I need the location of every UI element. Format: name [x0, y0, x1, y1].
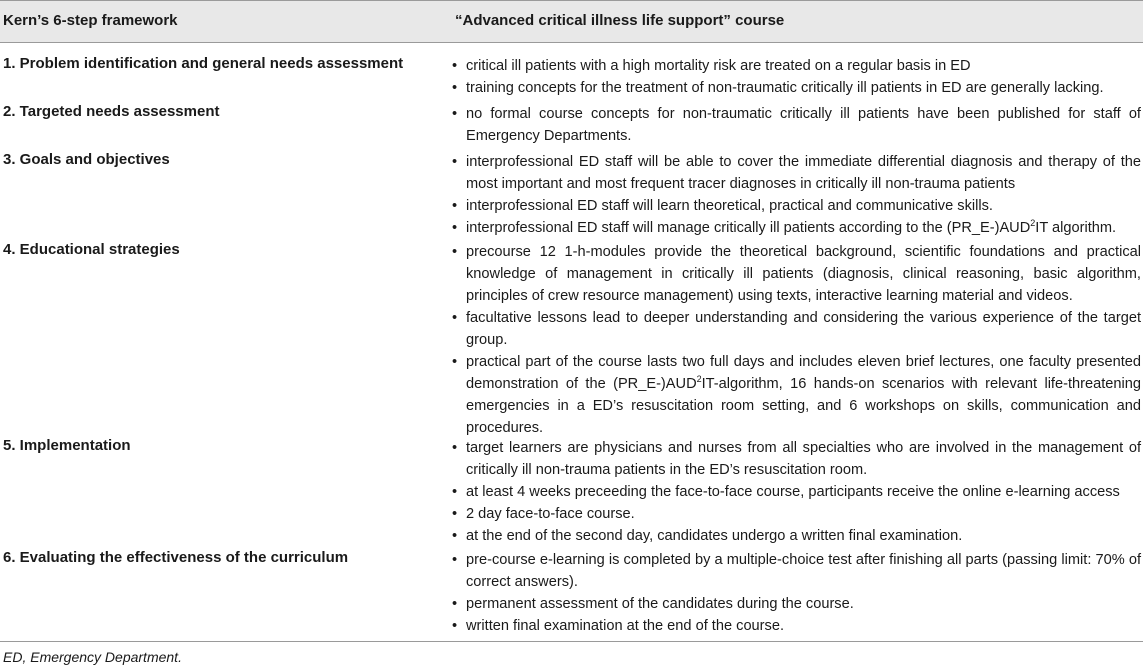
item-list: [447, 437, 1141, 547]
item-list: [447, 55, 1141, 99]
list-item: • no formal course concepts for non-traumatic critically ill patients have been published for staff of Emergency Departments.: [447, 103, 1141, 147]
item-list: [447, 151, 1141, 239]
list-item: • permanent assessment of the candidates during the course.: [447, 593, 1141, 615]
step-label: 2. Targeted needs assessment: [3, 103, 220, 120]
step-label: 6. Evaluating the effectiveness of the curriculum: [3, 549, 349, 566]
list-item: • written final examination at the end of the course.: [447, 615, 1141, 637]
item-list: [447, 549, 1141, 637]
list-item: • target learners are physicians and nurses from all specialties who are involved in the management of critically ill non-trauma patients in the ED’s resuscitation room.: [447, 437, 1141, 481]
table-header: [0, 0, 1143, 43]
list-item: • facultative lessons lead to deeper understanding and considering the various experience of the target group.: [447, 307, 1141, 351]
step-label: 1. Problem identification and general needs assessment: [3, 55, 404, 72]
step-label: 3. Goals and objectives: [3, 151, 170, 168]
header-course: “Advanced critical illness life support” course: [455, 12, 785, 29]
superscript-two: 2: [696, 374, 702, 384]
list-item: • interprofessional ED staff will be able to cover the immediate differential diagnosis and therapy of the most important and most frequent tracer diagnoses in critically ill non-trauma patients: [447, 151, 1141, 195]
list-item: • interprofessional ED staff will learn theoretical, practical and communicative skills.: [447, 195, 1141, 217]
list-item: • critical ill patients with a high mortality risk are treated on a regular basis in ED: [447, 55, 1141, 77]
item-list: [447, 103, 1141, 147]
step-label: 5. Implementation: [3, 437, 131, 454]
item-list: [447, 241, 1141, 439]
list-item: • at the end of the second day, candidates undergo a written final examination.: [447, 525, 1141, 547]
list-item: • training concepts for the treatment of non-traumatic critically ill patients in ED are generally lacking.: [447, 77, 1141, 99]
header-framework: Kern’s 6-step framework: [3, 12, 178, 29]
step-label: 4. Educational strategies: [3, 241, 180, 258]
list-item: • at least 4 weeks preceeding the face-to-face course, participants receive the online e-learning access: [447, 481, 1141, 503]
list-item: • pre-course e-learning is completed by a multiple-choice test after finishing all parts (passing limit: 70% of correct answers).: [447, 549, 1141, 593]
table-bottom-rule: [0, 641, 1143, 642]
list-item: • practical part of the course lasts two full days and includes eleven brief lectures, one faculty presented demonstration of the (PR_E-)AUD$^2$IT-algorithm, 16 hands-on scenarios with relevant life-threatening emergencies in a ED’s resuscitation room setting, and 6 workshops on skills, communication and procedures.: [447, 351, 1141, 439]
list-item: • interprofessional ED staff will manage critically ill patients according to the (PR_E-)AUD$^2$IT algorithm.: [447, 217, 1141, 239]
footnote: ED, Emergency Department.: [3, 649, 182, 665]
list-item: • precourse 12 1-h-modules provide the theoretical background, scientific foundations and practical knowledge of management in critically ill patients (diagnosis, clinical reasoning, basic algorithm, principles of crew resource management) using texts, interactive learning material and videos.: [447, 241, 1141, 307]
superscript-two: 2: [1030, 218, 1036, 228]
list-item: • 2 day face-to-face course.: [447, 503, 1141, 525]
